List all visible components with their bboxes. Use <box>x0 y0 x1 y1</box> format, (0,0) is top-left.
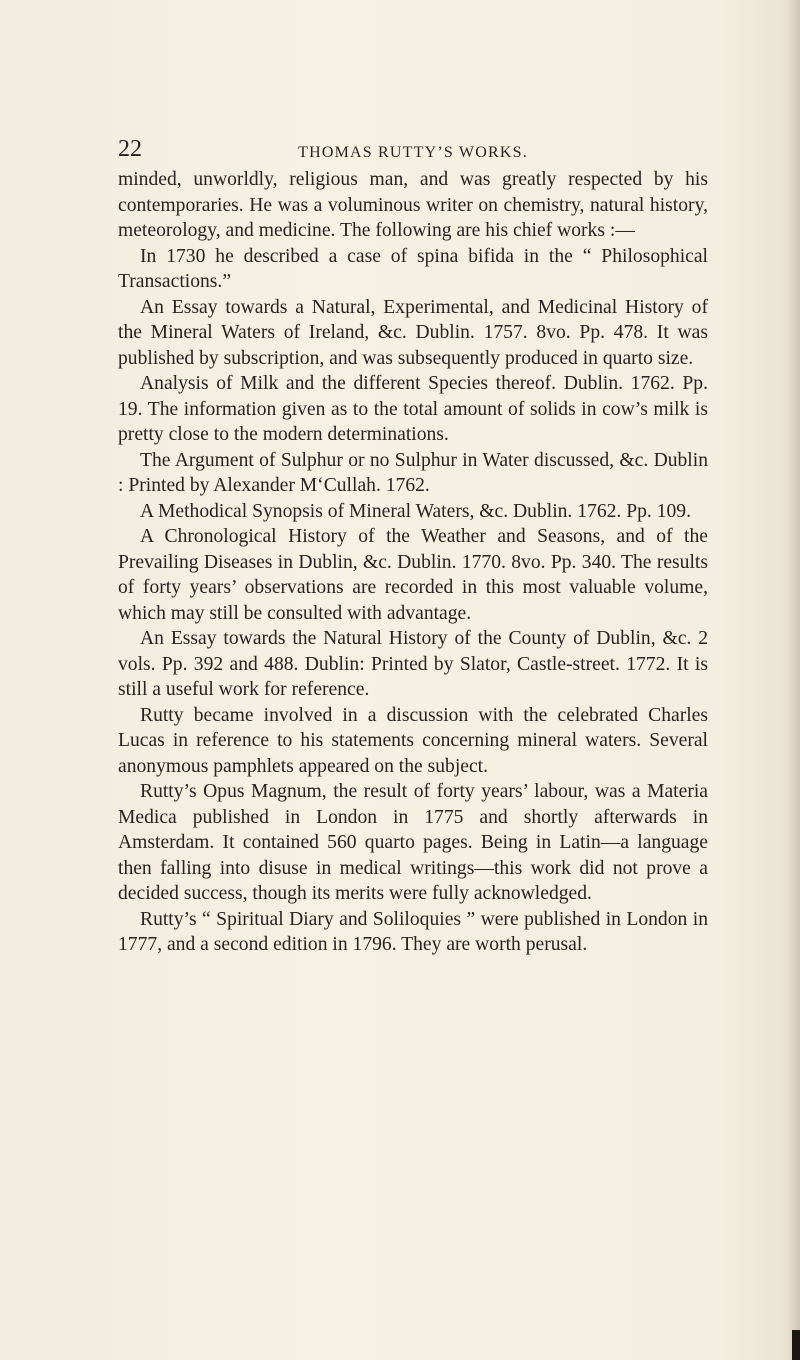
paragraph-analysis-of-milk: Analysis of Milk and the different Species thereof. Dublin. 1762. Pp. 19. The information given as to the total amount of solids in cow’s milk is pretty close to the modern determinations. <box>118 373 708 445</box>
paragraph-opus-magnum: Rutty’s Opus Magnum, the result of forty years’ labour, was a Materia Medica published in London in 1775 and shortly afterwards in Amsterdam. It contained 560 quarto pages. Being in Latin—a language then falling into disuse in medical writings—this work did not prove a decided success, though its merits were fully acknowledged. <box>118 781 708 904</box>
paragraph-methodical-synopsis: A Methodical Synopsis of Mineral Waters, &c. Dublin. 1762. Pp. 109. <box>140 500 691 522</box>
paragraph-sulphur-argument: The Argument of Sulphur or no Sulphur in Water discussed, &c. Dublin : Printed by Alexander M‘Cullah. 1762. <box>118 449 708 496</box>
paragraph-spiritual-diary: Rutty’s “ Spiritual Diary and Soliloquies ” were published in London in 1777, and a second edition in 1796. They are worth perusal. <box>118 908 708 955</box>
paragraph-county-of-dublin: An Essay towards the Natural History of the County of Dublin, &c. 2 vols. Pp. 392 and 488. Dublin: Printed by Slator, Castle-street. 1772. It is still a useful work for reference. <box>118 628 708 700</box>
paragraph-spina-bifida: In 1730 he described a case of spina bifida in the “ Philosophical Transactions.” <box>118 245 708 292</box>
edge-ink-mark <box>792 1330 800 1360</box>
page-number: 22 <box>118 136 142 162</box>
paragraph-intro: minded, unworldly, religious man, and was greatly respected by his contemporaries. He was a voluminous writer on chemistry, natural history, meteorology, and medicine. The following are his chief works :— <box>118 169 708 241</box>
paragraph-charles-lucas: Rutty became involved in a discussion with the celebrated Charles Lucas in reference to his statements concerning mineral waters. Several anonymous pamphlets appeared on the subject. <box>118 704 708 777</box>
paragraph-chronological-history: A Chronological History of the Weather and Seasons, and of the Prevailing Diseases in Dublin, &c. Dublin. 1770. 8vo. Pp. 340. The results of forty years’ observations are recorded in this most valuable volume, which may still be consulted with advantage. <box>118 526 708 624</box>
paragraph-mineral-waters-essay: An Essay towards a Natural, Experimental, and Medicinal History of the Mineral Waters of Ireland, &c. Dublin. 1757. 8vo. Pp. 478. It was published by subscription, and was subsequently produced in quarto size. <box>118 296 708 369</box>
running-title: THOMAS RUTTY’S WORKS. <box>298 144 528 161</box>
page-header <box>118 136 708 166</box>
page-edge-shadow <box>786 0 800 1360</box>
body-text <box>118 167 708 958</box>
